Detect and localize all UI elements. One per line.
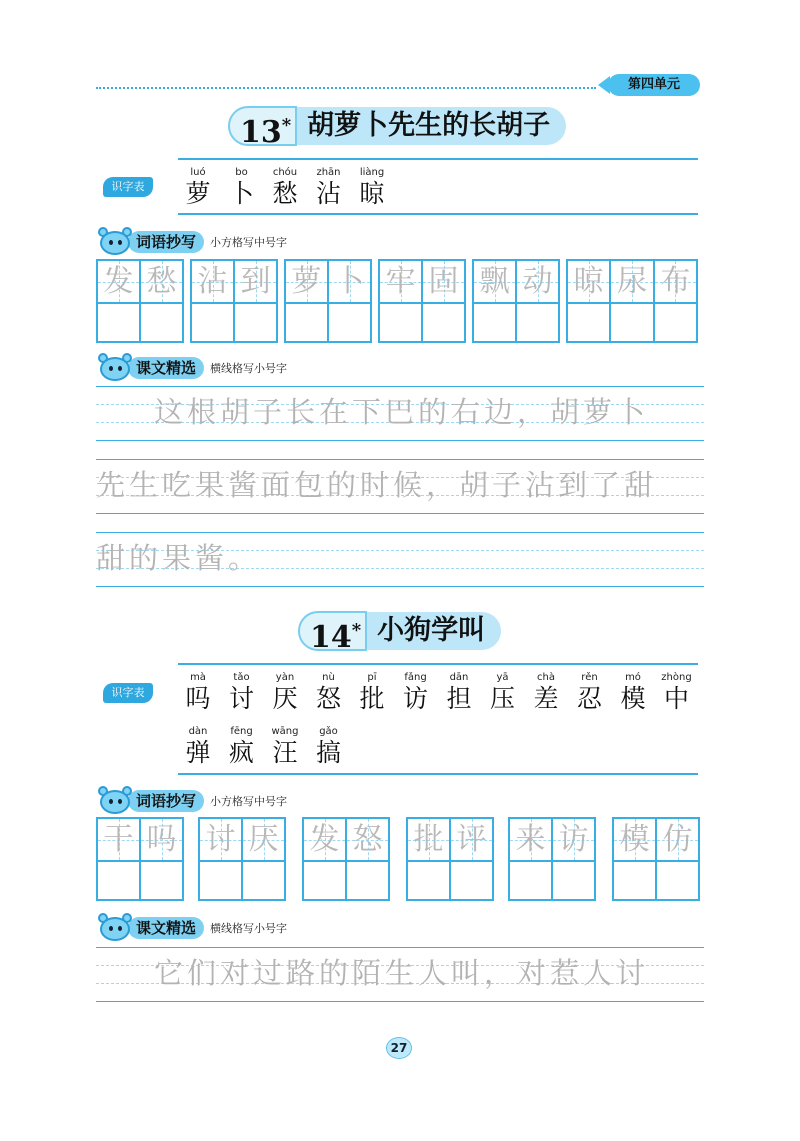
pinyin: nù	[322, 672, 335, 683]
literacy-char	[352, 166, 392, 208]
trace-char: 发	[309, 822, 340, 857]
literacy-char	[526, 671, 566, 713]
word-box-trace-row	[192, 261, 276, 304]
literacy-char	[309, 166, 349, 208]
literacy-top-line	[178, 158, 698, 160]
write-cell	[609, 304, 652, 341]
hanzi: 怒	[315, 684, 341, 713]
write-cell	[200, 862, 241, 899]
write-cell	[327, 304, 370, 341]
pinyin: dàn	[188, 726, 208, 737]
hanzi: 中	[663, 684, 689, 713]
trace-cell	[304, 819, 345, 860]
literacy-char	[657, 671, 697, 713]
literacy-char	[265, 671, 305, 713]
word-box-trace-row	[614, 819, 698, 862]
word-box-trace-row	[98, 819, 182, 862]
trace-char: 牢	[385, 264, 416, 299]
passage-section-subtitle: 横线格写小号字	[210, 362, 288, 375]
hanzi: 担	[446, 684, 472, 713]
hanzi: 萝	[185, 179, 211, 208]
trace-char: 干	[103, 822, 134, 857]
trace-cell	[139, 819, 182, 860]
word-box-write-row	[286, 304, 370, 341]
trace-cell	[345, 819, 388, 860]
pinyin: fǎng	[404, 672, 427, 683]
literacy-char	[178, 725, 218, 767]
writing-line	[96, 440, 704, 441]
word-box-write-row	[614, 862, 698, 899]
hanzi: 汪	[272, 738, 298, 767]
trace-char: 厌	[248, 822, 279, 857]
pinyin: wāng	[271, 726, 299, 737]
writing-line	[96, 386, 704, 387]
passage-section-title: 课文精选	[128, 357, 204, 379]
literacy-label: 识字表	[103, 683, 153, 703]
hanzi: 访	[402, 684, 428, 713]
pinyin: pī	[367, 672, 377, 683]
word-box-trace-row	[568, 261, 696, 304]
passage-section-header-13	[98, 354, 287, 382]
copy-section-title: 词语抄写	[128, 790, 204, 812]
literacy-bottom-line	[178, 213, 698, 215]
write-cell	[192, 304, 233, 341]
mascot-icon	[98, 227, 132, 257]
word-box-trace-row	[304, 819, 388, 862]
word-box	[190, 259, 278, 343]
pinyin: luó	[190, 167, 206, 178]
pinyin: mà	[190, 672, 206, 683]
literacy-char	[222, 166, 262, 208]
hanzi: 模	[620, 684, 646, 713]
hanzi: 疯	[228, 738, 254, 767]
word-box-write-row	[192, 304, 276, 341]
literacy-char	[570, 671, 610, 713]
word-box	[198, 817, 286, 901]
write-cell	[449, 862, 492, 899]
copy-section-subtitle: 小方格写中号字	[210, 795, 288, 808]
passage-line: 先生吃果酱面包的时候，胡子沾到了甜	[96, 468, 658, 502]
word-box-write-row	[380, 304, 464, 341]
lesson-13-name: 胡萝卜先生的长胡子	[297, 107, 566, 145]
word-box	[96, 259, 184, 343]
trace-char: 卜	[334, 264, 365, 299]
page-number: 27	[386, 1037, 412, 1059]
copy-section-header-14	[98, 787, 287, 815]
write-cell	[510, 862, 551, 899]
write-cell	[98, 862, 139, 899]
word-box-trace-row	[286, 261, 370, 304]
write-cell	[304, 862, 345, 899]
literacy-char	[309, 671, 349, 713]
write-cell	[614, 862, 655, 899]
literacy-char	[613, 671, 653, 713]
write-cell	[551, 862, 594, 899]
trace-cell	[653, 261, 696, 302]
hanzi: 忍	[576, 684, 602, 713]
word-box	[284, 259, 372, 343]
pinyin: chà	[537, 672, 555, 683]
pinyin: fēng	[230, 726, 253, 737]
literacy-char	[222, 725, 262, 767]
literacy-char	[396, 671, 436, 713]
passage-line: 它们对过路的陌生人叫，对惹人讨	[154, 956, 650, 990]
trace-cell	[380, 261, 421, 302]
writing-line	[96, 947, 704, 948]
hanzi: 压	[489, 684, 515, 713]
trace-cell	[421, 261, 464, 302]
literacy-char	[352, 671, 392, 713]
hanzi: 厌	[272, 684, 298, 713]
word-box-write-row	[304, 862, 388, 899]
hanzi: 弹	[185, 738, 211, 767]
passage-line: 甜的果酱。	[96, 541, 262, 575]
copy-section-header-13	[98, 228, 287, 256]
pinyin: yā	[496, 672, 509, 683]
trace-cell	[551, 819, 594, 860]
trace-cell	[515, 261, 558, 302]
trace-cell	[510, 819, 551, 860]
word-box-trace-row	[474, 261, 558, 304]
trace-char: 模	[619, 822, 650, 857]
pinyin: liàng	[359, 167, 385, 178]
literacy-char	[222, 671, 262, 713]
literacy-char	[178, 166, 218, 208]
hanzi: 吗	[185, 684, 211, 713]
lesson-13-title	[228, 106, 566, 150]
trace-cell	[474, 261, 515, 302]
writing-line	[96, 513, 704, 514]
literacy-char	[178, 671, 218, 713]
word-box	[96, 817, 184, 901]
mascot-icon	[98, 786, 132, 816]
word-box-write-row	[474, 304, 558, 341]
trace-cell	[286, 261, 327, 302]
trace-char: 布	[660, 264, 691, 299]
mascot-icon	[98, 353, 132, 383]
word-box	[612, 817, 700, 901]
word-box	[406, 817, 494, 901]
trace-cell	[655, 819, 698, 860]
copy-section-subtitle: 小方格写中号字	[210, 236, 288, 249]
literacy-bottom-line	[178, 773, 698, 775]
trace-char: 怒	[352, 822, 383, 857]
write-cell	[139, 862, 182, 899]
hanzi: 批	[359, 684, 385, 713]
trace-cell	[98, 261, 139, 302]
trace-cell	[568, 261, 609, 302]
passage-section-title: 课文精选	[128, 917, 204, 939]
trace-char: 仿	[662, 822, 693, 857]
header-dotted-line	[96, 87, 596, 89]
word-box	[302, 817, 390, 901]
trace-cell	[233, 261, 276, 302]
write-cell	[515, 304, 558, 341]
write-cell	[474, 304, 515, 341]
literacy-char	[439, 671, 479, 713]
pinyin: rěn	[581, 672, 598, 683]
trace-cell	[449, 819, 492, 860]
pinyin: bo	[235, 167, 248, 178]
hanzi: 讨	[228, 684, 254, 713]
hanzi: 搞	[315, 738, 341, 767]
trace-char: 愁	[146, 264, 177, 299]
literacy-char	[265, 166, 305, 208]
trace-cell	[327, 261, 370, 302]
write-cell	[408, 862, 449, 899]
literacy-char	[265, 725, 305, 767]
write-cell	[345, 862, 388, 899]
trace-char: 到	[240, 264, 271, 299]
literacy-char	[483, 671, 523, 713]
trace-char: 访	[558, 822, 589, 857]
trace-char: 飘	[479, 264, 510, 299]
write-cell	[568, 304, 609, 341]
write-cell	[421, 304, 464, 341]
pinyin: zhòng	[661, 672, 692, 683]
trace-char: 动	[522, 264, 553, 299]
trace-char: 尿	[616, 264, 647, 299]
write-cell	[241, 862, 284, 899]
pinyin: mó	[625, 672, 641, 683]
trace-cell	[139, 261, 182, 302]
word-box	[508, 817, 596, 901]
writing-line	[96, 1001, 704, 1002]
word-box-write-row	[510, 862, 594, 899]
pinyin: tǎo	[233, 672, 250, 683]
write-cell	[139, 304, 182, 341]
trace-char: 评	[456, 822, 487, 857]
word-box-write-row	[98, 304, 182, 341]
pinyin: chóu	[272, 167, 298, 178]
trace-cell	[609, 261, 652, 302]
writing-line	[96, 459, 704, 460]
write-cell	[233, 304, 276, 341]
trace-char: 萝	[291, 264, 322, 299]
word-box-trace-row	[510, 819, 594, 862]
mascot-icon	[98, 913, 132, 943]
passage-section-subtitle: 横线格写小号字	[210, 922, 288, 935]
literacy-char	[309, 725, 349, 767]
word-box-trace-row	[200, 819, 284, 862]
hanzi: 沾	[315, 179, 341, 208]
trace-cell	[408, 819, 449, 860]
word-box-write-row	[98, 862, 182, 899]
word-box-write-row	[200, 862, 284, 899]
write-cell	[655, 862, 698, 899]
trace-char: 来	[515, 822, 546, 857]
write-cell	[380, 304, 421, 341]
hanzi: 晾	[359, 179, 385, 208]
trace-char: 沾	[197, 264, 228, 299]
trace-cell	[614, 819, 655, 860]
trace-cell	[241, 819, 284, 860]
hanzi: 愁	[272, 179, 298, 208]
trace-char: 晾	[573, 264, 604, 299]
literacy-label: 识字表	[103, 177, 153, 197]
writing-line	[96, 586, 704, 587]
write-cell	[286, 304, 327, 341]
lesson-14-name: 小狗学叫	[367, 612, 501, 650]
word-box	[378, 259, 466, 343]
lesson-13-number: 13*	[228, 106, 297, 146]
passage-section-header-14	[98, 914, 287, 942]
pinyin: dān	[449, 672, 469, 683]
word-box-write-row	[408, 862, 492, 899]
word-box-trace-row	[408, 819, 492, 862]
trace-char: 批	[413, 822, 444, 857]
hanzi: 卜	[228, 179, 254, 208]
write-cell	[653, 304, 696, 341]
unit-badge: 第四单元	[608, 74, 700, 96]
word-box-trace-row	[98, 261, 182, 304]
trace-char: 讨	[205, 822, 236, 857]
word-box	[472, 259, 560, 343]
write-cell	[98, 304, 139, 341]
trace-char: 发	[103, 264, 134, 299]
copy-section-title: 词语抄写	[128, 231, 204, 253]
lesson-14-number: 14*	[298, 611, 367, 651]
pinyin: gǎo	[319, 726, 338, 737]
word-box	[566, 259, 698, 343]
pinyin: yàn	[275, 672, 295, 683]
trace-cell	[98, 819, 139, 860]
literacy-top-line	[178, 663, 698, 665]
passage-line: 这根胡子长在下巴的右边，胡萝卜	[154, 395, 650, 429]
pinyin: zhān	[316, 167, 341, 178]
word-box-write-row	[568, 304, 696, 341]
trace-cell	[192, 261, 233, 302]
trace-cell	[200, 819, 241, 860]
lesson-14-title	[298, 611, 501, 655]
trace-char: 固	[428, 264, 459, 299]
trace-char: 吗	[146, 822, 177, 857]
hanzi: 差	[533, 684, 559, 713]
word-box-trace-row	[380, 261, 464, 304]
writing-line	[96, 532, 704, 533]
